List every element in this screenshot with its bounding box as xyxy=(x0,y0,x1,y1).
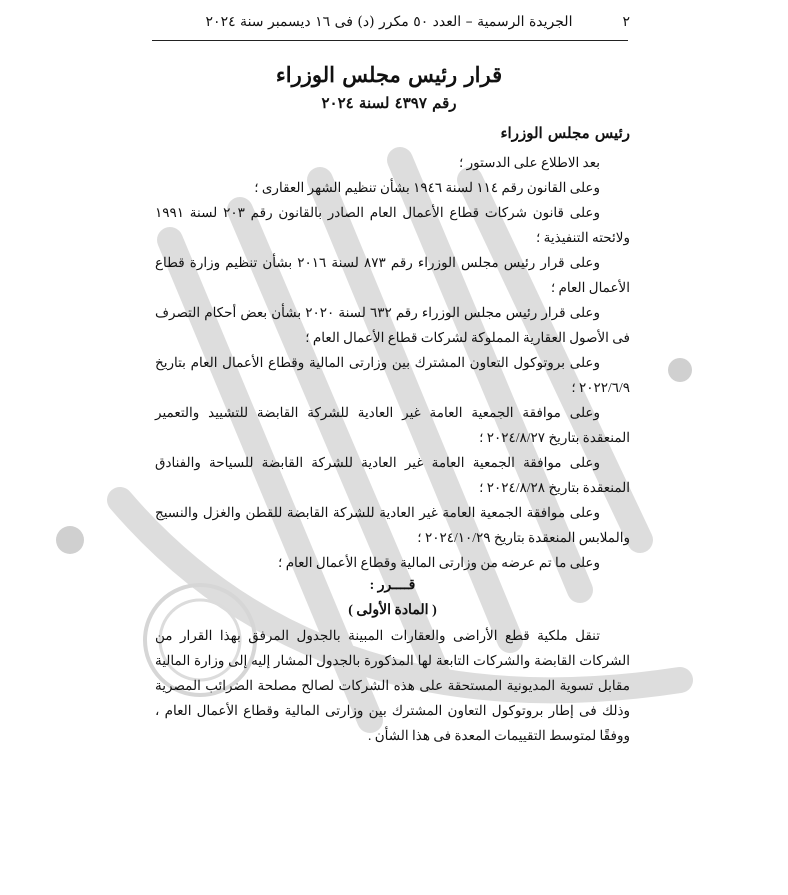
decree-body xyxy=(155,150,630,748)
article-text: تنقل ملكية قطع الأراضى والعقارات المبينة بالجدول المرفق بهذا القرار من الشركات القابضة والشركات التابعة لها المذكورة بالجدول المشار إليه إلى وزارة المالية مقابل تسوية المديونية المستحقة على هذه الشركات لصالح مصلحة الضرائب المصرية وذلك فى إطار بروتوكول التعاون المشترك بين وزارتى المالية وقطاع الأعمال العام ، ووفقًا لمتوسط التقييمات المعدة فى هذا الشأن . xyxy=(155,628,630,743)
decree-number: رقم ٤٣٩٧ لسنة ٢٠٢٤ xyxy=(321,94,457,112)
preamble-clause: وعلى موافقة الجمعية العامة غير العادية للشركة القابضة للسياحة والفنادق المنعقدة بتاريخ ٢٠٢٤/٨/٢٨ ؛ xyxy=(155,455,630,495)
preamble-clause: وعلى قانون شركات قطاع الأعمال العام الصادر بالقانون رقم ٢٠٣ لسنة ١٩٩١ ولائحته التنفيذية ؛ xyxy=(155,205,630,245)
preamble-clause: وعلى بروتوكول التعاون المشترك بين وزارتى المالية وقطاع الأعمال العام بتاريخ ٢٠٢٢/٦/٩ ؛ xyxy=(155,355,630,395)
preamble-clause: وعلى موافقة الجمعية العامة غير العادية للشركة القابضة للقطن والغزل والنسيج والملابس المنعقدة بتاريخ ٢٠٢٤/١٠/٢٩ ؛ xyxy=(155,505,630,545)
preamble-clause: وعلى قرار رئيس مجلس الوزراء رقم ٨٧٣ لسنة ٢٠١٦ بشأن تنظيم وزارة قطاع الأعمال العام ؛ xyxy=(155,255,630,295)
preamble-clause: وعلى القانون رقم ١١٤ لسنة ١٩٤٦ بشأن تنظيم الشهر العقارى ؛ xyxy=(254,180,600,195)
page-number: ٢ xyxy=(622,14,630,30)
issuer-heading: رئيس مجلس الوزراء xyxy=(500,124,630,142)
running-header: الجريدة الرسمية – العدد ٥٠ مكرر (د) فى ١٦ ديسمبر سنة ٢٠٢٤ xyxy=(205,14,573,30)
decree-title: قرار رئيس مجلس الوزراء xyxy=(275,62,503,87)
preamble-clause: وعلى قرار رئيس مجلس الوزراء رقم ٦٣٢ لسنة ٢٠٢٠ بشأن بعض أحكام التصرف فى الأصول العقارية المملوكة لشركات قطاع الأعمال العام ؛ xyxy=(155,305,630,345)
preamble-clause: بعد الاطلاع على الدستور ؛ xyxy=(458,155,600,170)
decides-label: قــــرر : xyxy=(369,578,416,593)
preamble-clause: وعلى موافقة الجمعية العامة غير العادية للشركة القابضة للتشييد والتعمير المنعقدة بتاريخ ٢٠٢٤/٨/٢٧ ؛ xyxy=(155,405,630,445)
header-divider xyxy=(152,40,628,41)
preamble-clause: وعلى ما تم عرضه من وزارتى المالية وقطاع الأعمال العام ؛ xyxy=(278,555,600,570)
article-title: ( المادة الأولى ) xyxy=(348,603,437,618)
